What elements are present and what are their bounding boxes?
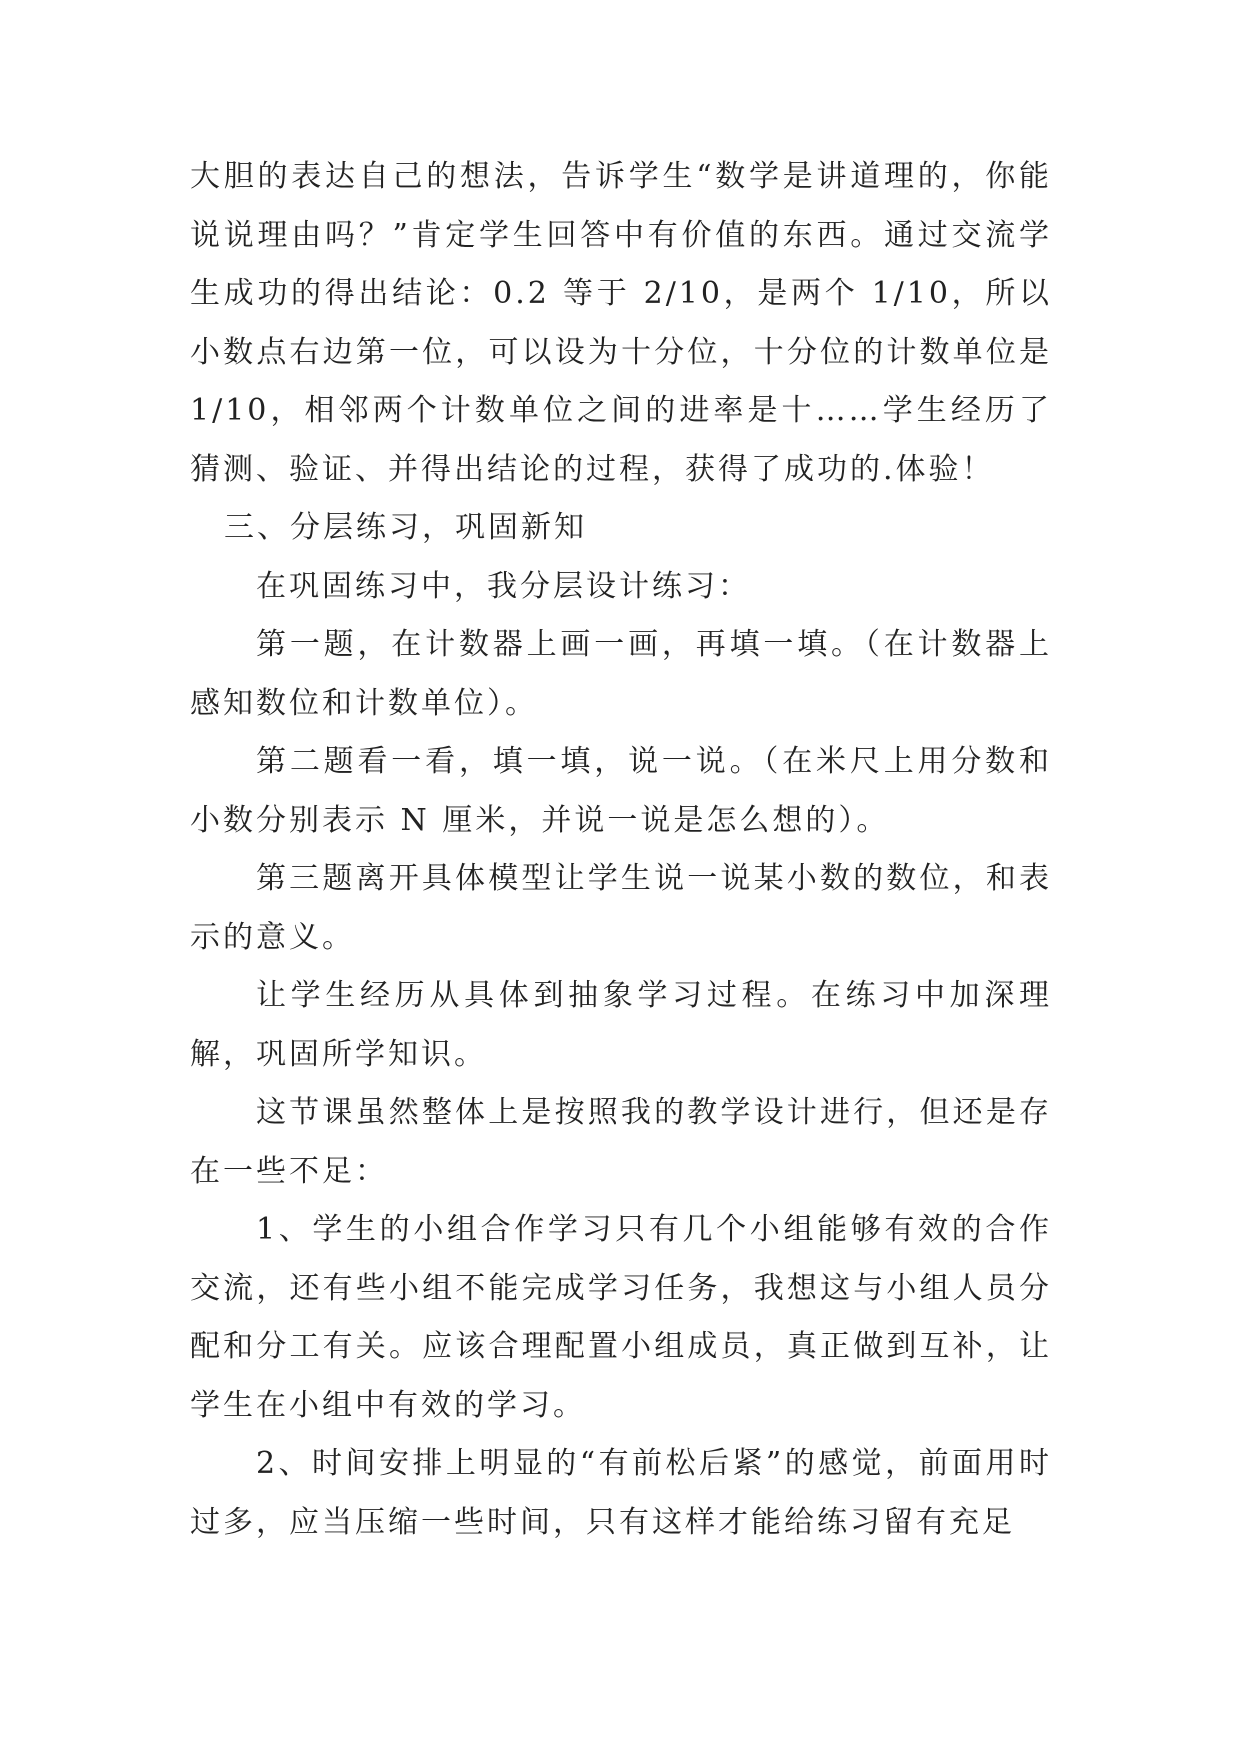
section-heading-practice: 三、分层练习，巩固新知 (224, 510, 587, 545)
paragraph-summary: 让学生经历从具体到抽象学习过程。在练习中加深理解，巩固所学知识。 (190, 978, 1052, 1072)
paragraph-practice-intro: 在巩固练习中，我分层设计练习： (256, 568, 751, 604)
paragraph-shortcoming-2: 2、时间安排上明显的“有前松后紧”的感觉，前面用时过多，应当压缩一些时间，只有这样才能给练习留有充足 (190, 1446, 1052, 1540)
paragraph-exercise-2: 第二题看一看，填一填，说一说。（在米尺上用分数和小数分别表示 N 厘米，并说一说是怎么想的）。 (190, 744, 1052, 838)
paragraph-shortcoming-1: 1、学生的小组合作学习只有几个小组能够有效的合作交流，还有些小组不能完成学习任务，我想这与小组人员分配和分工有关。应该合理配置小组成员，真正做到互补，让学生在小组中有效的学习。 (190, 1212, 1052, 1423)
paragraph-exercise-1: 第一题，在计数器上画一画，再填一填。（在计数器上感知数位和计数单位）。 (190, 627, 1052, 721)
paragraph-conclusion: 大胆的表达自己的想法，告诉学生“数学是讲道理的，你能说说理由吗？”肯定学生回答中有价值的东西。通过交流学生成功的得出结论：0.2 等于 2/10，是两个 1/10，所以小数点右边第一位，可以设为十分位，十分位的计数单位是 1/10，相邻两个计数单位之间的进率是十……学生经历了猜测、验证、并得出结论的过程，获得了成功的.体验！ (190, 159, 1052, 487)
paragraph-shortcomings-intro: 这节课虽然整体上是按照我的教学设计进行，但还是存在一些不足： (190, 1095, 1052, 1189)
document-page (190, 148, 1052, 1552)
paragraph-exercise-3: 第三题离开具体模型让学生说一说某小数的数位，和表示的意义。 (190, 861, 1052, 955)
